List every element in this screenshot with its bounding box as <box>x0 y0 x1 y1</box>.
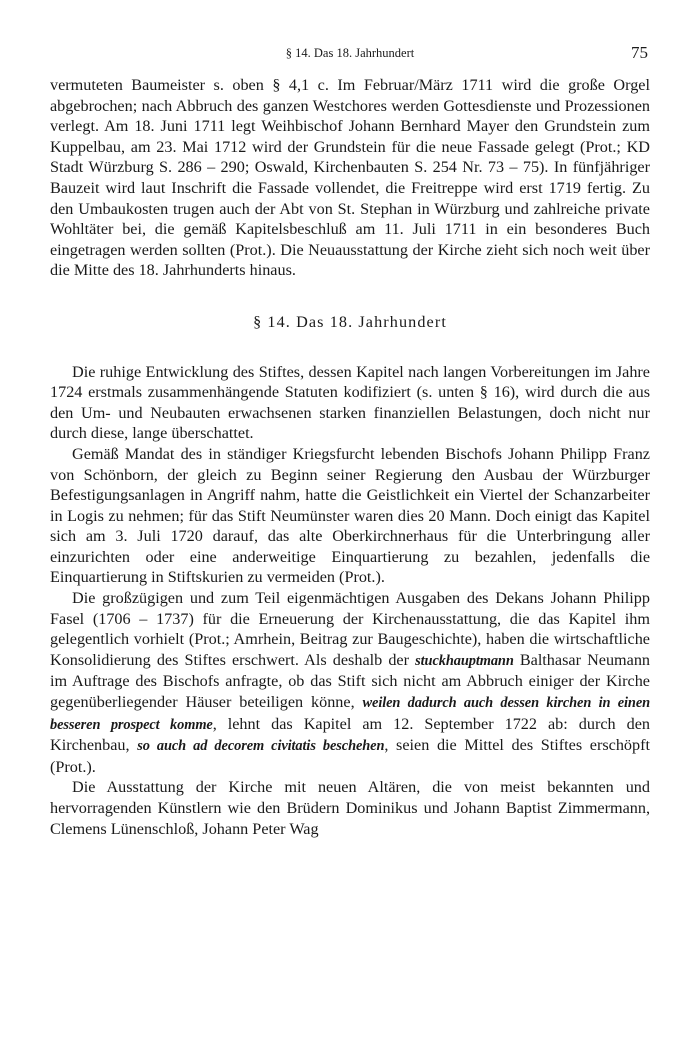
paragraph-3-text-a: Die großzügigen und zum Teil eigenmächtigen Ausgaben des Dekans Johann Philipp Fasel (1706 – 1737) für die Erneuerung der Kirchenausstattung, die das Kapitel ihm gelegentlich vorhielt (Prot.; Amrhein, Beitrag zur Baugeschichte), haben die wirtschaftliche Konsolidierung des Stiftes erschwert. Als deshalb der <box>50 589 650 669</box>
paragraph-3-text-d: , seien die Mittel des Stiftes erschöpft (Prot.). <box>50 736 651 776</box>
page-number: 75 <box>631 43 648 62</box>
quote-stuckhauptmann: stuckhauptmann <box>415 652 514 669</box>
paragraph-2: Gemäß Mandat des in ständiger Kriegsfurcht lebenden Bischofs Johann Philipp Franz von Schönborn, der gleich zu Beginn seiner Regierung den Ausbau der Würzburger Befestigungsanlagen in Angriff nahm, hatte die Geistlichkeit ein Viertel der Schanzarbeiter in Logis zu nehmen; für das Stift Neumünster waren dies 20 Mann. Doch einigt das Kapitel sich am 3. Juli 1720 darauf, das alte Oberkirchnerhaus für die Unterbringung aller einzurichten oder eine anderweitige Einquartierung zu bezahlen, jedenfalls die Einquartierung in Stiftskurien zu vermeiden (Prot.). <box>50 444 650 587</box>
section-heading: § 14. Das 18. Jahrhundert <box>253 312 447 331</box>
quote-decorem: so auch ad decorem civitatis beschehen <box>137 738 385 755</box>
paragraph-1: Die ruhige Entwicklung des Stiftes, dessen Kapitel nach langen Vorbereitungen im Jahre 1724 erstmals zusammenhängende Statuten kodifiziert (s. unten § 16), wird durch die aus den Um- und Neubauten erwachsenen starken finanziellen Belastungen, doch nicht nur durch diese, lange überschattet. <box>50 362 650 443</box>
quote-prospect: weilen dadurch auch dessen kirchen in einen besseren prospect komme <box>50 695 651 733</box>
running-head <box>50 43 650 66</box>
running-title: § 14. Das 18. Jahrhundert <box>285 46 415 60</box>
paragraph-3 <box>50 588 650 777</box>
paragraph-3-text-b: Balthasar Neumann im Auftrage des Bischofs anfragte, ob das Stift sich nicht am Abbruch einiger der Kirche gegenüberliegender Häuser beteiligen könne, <box>50 650 651 712</box>
paragraph-3-text-c: , lehnt das Kapitel am 12. September 1722 ab: durch den Kirchenbau, <box>50 714 650 755</box>
paragraph-continued: vermuteten Baumeister s. oben § 4,1 c. Im Februar/März 1711 wird die große Orgel abgebrochen; nach Abbruch des ganzen Westchores werden Gottesdienste und Prozessionen verlegt. Am 18. Juni 1711 legt Weihbischof Johann Bernhard Mayer den Grundstein zum Kuppelbau, am 23. Mai 1712 wird der Grundstein für die neue Fassade gelegt (Prot.; KD Stadt Würzburg S. 286 – 290; Oswald, Kirchenbauten S. 254 Nr. 73 – 75). In fünfjähriger Bauzeit wird laut Inschrift die Fassade vollendet, die Freitreppe wird erst 1719 fertig. Zu den Umbaukosten trugen auch der Abt von St. Stephan in Würzburg und zahlreiche private Wohltäter bei, die gemäß Kapitelsbeschluß am 11. Juli 1711 in ein besonderes Buch eingetragen werden sollten (Prot.). Die Neuausstattung der Kirche zieht sich noch weit über die Mitte des 18. Jahrhunderts hinaus. <box>50 76 650 280</box>
paragraph-4: Die Ausstattung der Kirche mit neuen Altären, die von meist bekannten und hervorragenden Künstlern wie den Brüdern Dominikus und Johann Baptist Zimmermann, Clemens Lünenschloß, Johann Peter Wag <box>50 778 650 838</box>
body-text <box>50 75 650 839</box>
